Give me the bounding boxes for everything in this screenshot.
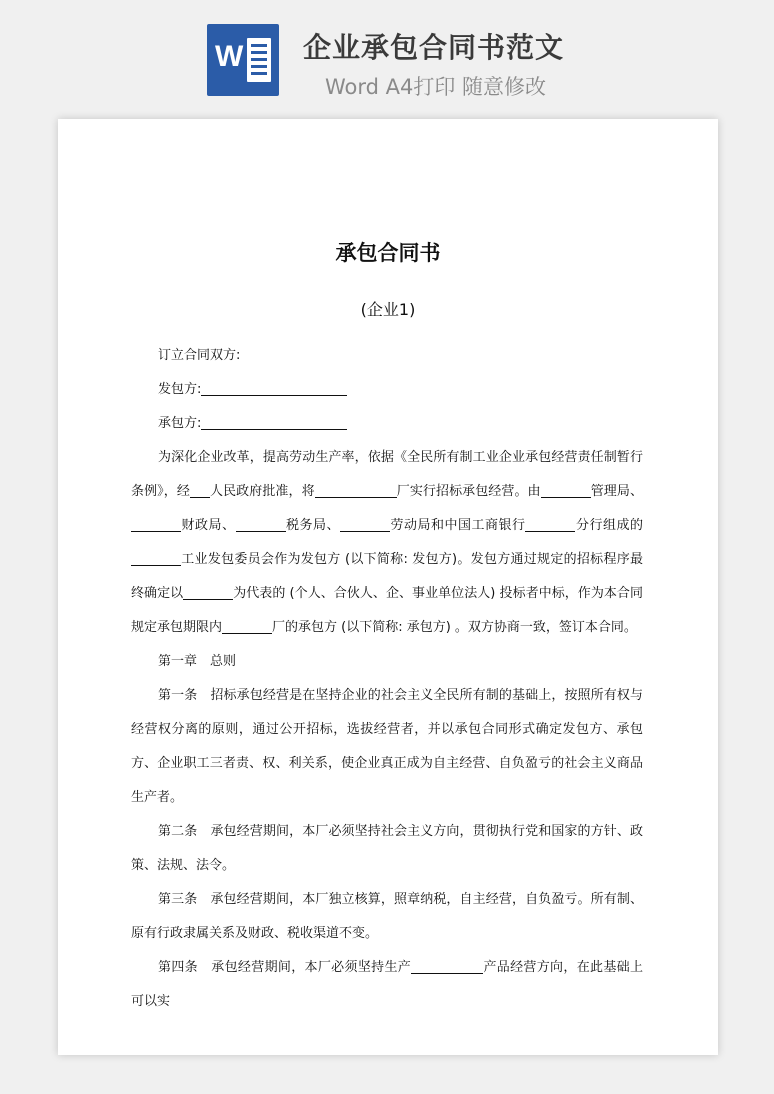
intro-text: 劳动局和中国工商银行 — [390, 518, 526, 533]
intro-text: 人民政府批准，将 — [209, 484, 315, 499]
blank — [183, 584, 233, 600]
party-a-line — [131, 373, 643, 407]
intro-text: 工业发包委员会作为发包方 (以下简称: 发包方)。发包方通过规定的招标程序最终确定以 — [131, 552, 643, 601]
intro-text: 为代表的 (个人、合伙人、企、事业单位法人) 投标者中标，作为本合同规定承包期限内 — [131, 586, 643, 635]
party-a-blank — [201, 380, 347, 396]
blank — [222, 618, 272, 634]
document-subtitle: (企业1) — [360, 300, 416, 319]
intro-text: 厂实行招标承包经营。由 — [396, 484, 541, 499]
intro-text: 管理局、 — [590, 484, 643, 499]
intro-paragraph — [131, 441, 643, 645]
banner-subtitle: Word A4打印 随意修改 — [325, 75, 547, 99]
document-body — [131, 339, 643, 1019]
blank — [190, 482, 210, 498]
article-1: 第一条 招标承包经营是在坚持企业的社会主义全民所有制的基础上，按照所有权与经营权分离的原则，通过公开招标，选拔经营者，并以承包合同形式确定发包方、承包方、企业职工三者责、权、利关系，使企业真正成为自主经营、自负盈亏的社会主义商品生产者。 — [131, 688, 643, 805]
party-b-blank — [201, 414, 347, 430]
intro-text: 为深化企业改革，提高劳动生产率，依据《全民所有制工业企业承包经营责任制暂行条例》，经 — [131, 450, 643, 499]
blank — [411, 958, 483, 974]
intro-text: 分行组成的 — [575, 518, 643, 533]
document-lines-icon — [247, 38, 271, 82]
intro-text: 厂的承包方 (以下简称: 承包方) 。双方协商一致，签订本合同。 — [272, 620, 637, 635]
blank — [340, 516, 390, 532]
word-icon-letter: W — [215, 40, 244, 73]
article-4-text: 第四条 承包经营期间，本厂必须坚持生产 — [158, 960, 412, 975]
blank — [541, 482, 591, 498]
document-page — [58, 119, 718, 1055]
blank — [236, 516, 286, 532]
article-3: 第三条 承包经营期间，本厂独立核算，照章纳税，自主经营，自负盈亏。所有制、原有行政隶属关系及财政、税收渠道不变。 — [131, 892, 643, 941]
blank — [315, 482, 397, 498]
intro-text: 财政局、 — [181, 518, 236, 533]
article-2: 第二条 承包经营期间，本厂必须坚持社会主义方向，贯彻执行党和国家的方针、政策、法规、法令。 — [131, 824, 643, 873]
banner-title: 企业承包合同书范文 — [303, 31, 565, 64]
parties-heading: 订立合同双方: — [158, 348, 241, 363]
intro-text: 税务局、 — [285, 518, 340, 533]
header-banner — [0, 0, 774, 118]
article-4-text: 产品经营方向，在此基础上可以实 — [131, 960, 643, 1009]
document-title: 承包合同书 — [335, 241, 441, 265]
party-b-line — [131, 407, 643, 441]
word-icon — [207, 24, 279, 96]
party-a-label: 发包方: — [158, 382, 202, 397]
blank — [525, 516, 575, 532]
article-4 — [131, 951, 643, 1019]
blank — [131, 516, 181, 532]
blank — [131, 550, 181, 566]
chapter-heading: 第一章 总则 — [158, 654, 237, 669]
party-b-label: 承包方: — [158, 416, 202, 431]
